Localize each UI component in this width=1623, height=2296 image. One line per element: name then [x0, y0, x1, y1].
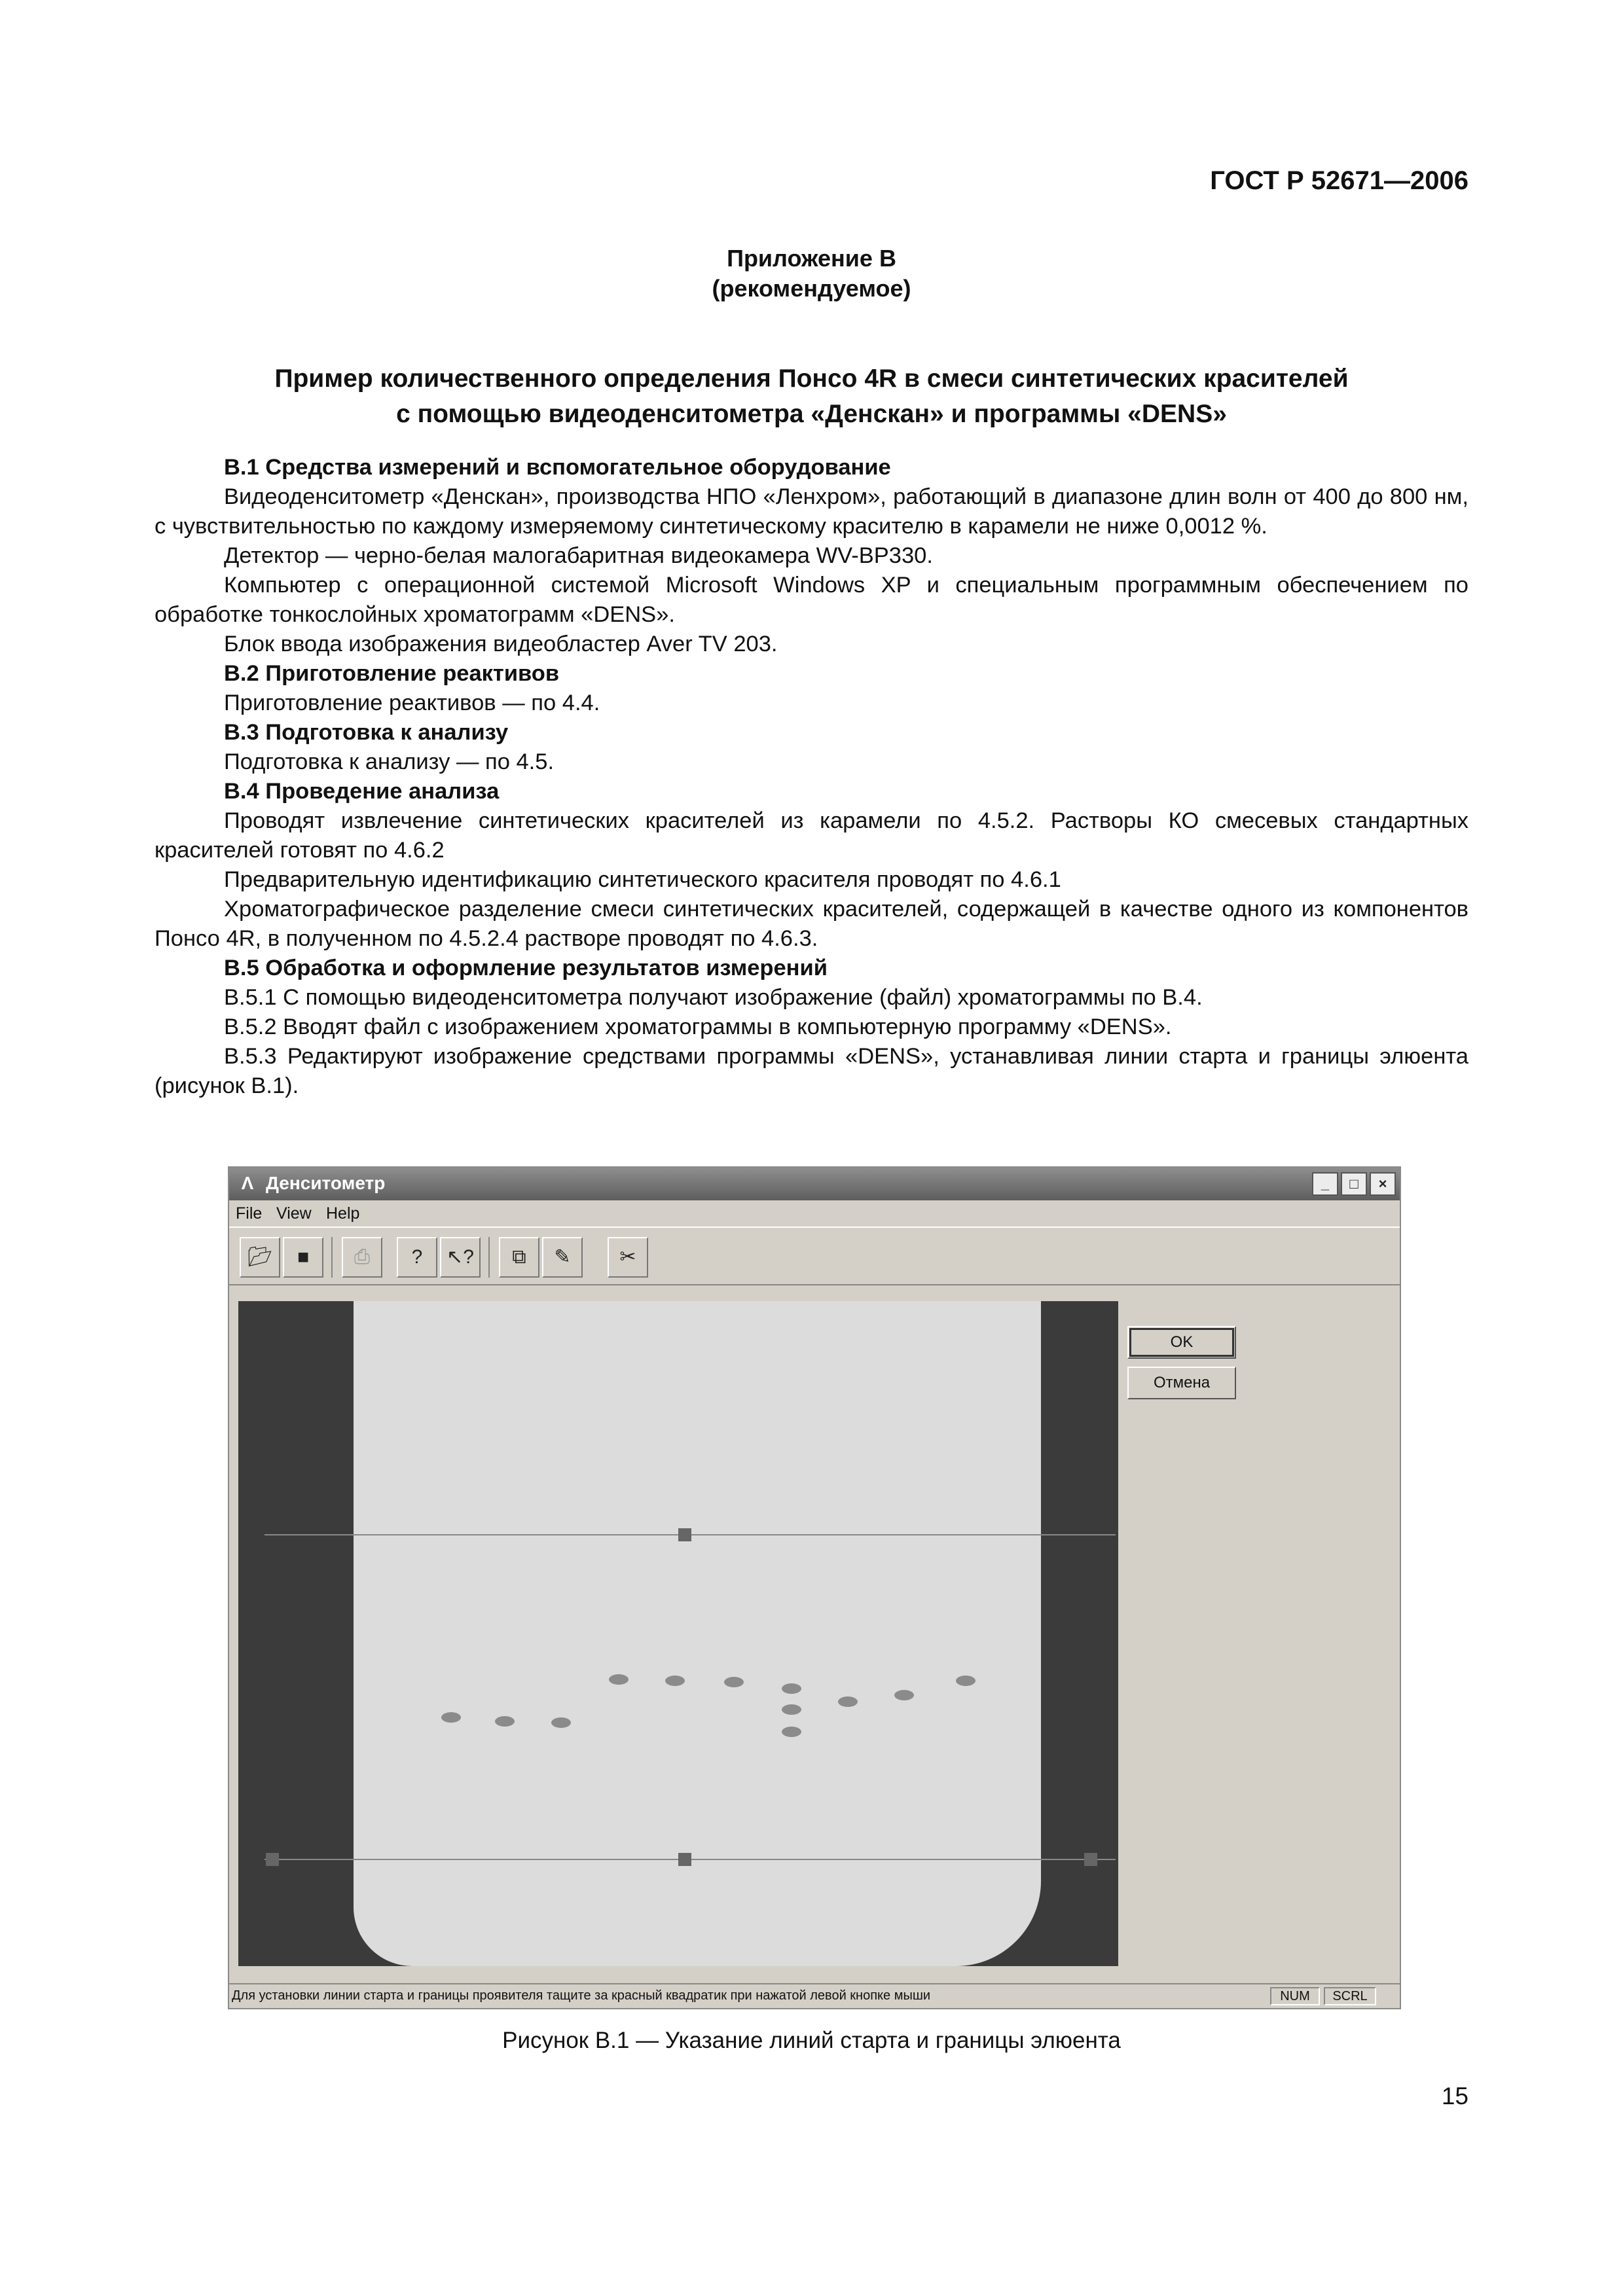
section-heading-b4: В.4 Проведение анализа [224, 779, 500, 804]
densitometer-window [228, 1166, 1401, 2009]
section-heading-b5: В.5 Обработка и оформление результатов измерений [224, 956, 828, 980]
standard-number: ГОСТ Р 52671—2006 [1210, 166, 1468, 195]
document-body [155, 453, 1468, 1101]
start-line-right-handle[interactable] [1084, 1853, 1097, 1866]
tlc-plate [354, 1301, 1041, 1966]
about-icon[interactable]: ? [397, 1237, 437, 1278]
close-button[interactable]: × [1370, 1172, 1396, 1196]
edit-image-icon[interactable]: ✎ [542, 1237, 583, 1278]
paragraph: Детектор — черно-белая малогабаритная видеокамера WV-BP330. [224, 543, 933, 568]
title-line-2: с помощью видеоденситометра «Денскан» и программы «DENS» [396, 400, 1227, 428]
context-help-icon[interactable]: ↖? [440, 1237, 481, 1278]
num-lock-indicator: NUM [1270, 1987, 1320, 2005]
paragraph: Предварительную идентификацию синтетического красителя проводят по 4.6.1 [224, 867, 1061, 892]
dye-spot [495, 1716, 515, 1727]
dye-spot [894, 1690, 914, 1700]
start-line-center-handle[interactable] [678, 1853, 691, 1866]
paragraph: Хроматографическое разделение смеси синтетических красителей, содержащей в качестве одного из компонентов Понсо 4R, в полученном по 4.5.2.4 растворе проводят по 4.6.3. [155, 897, 1468, 951]
copy-image-icon[interactable]: ⧉ [499, 1237, 539, 1278]
title-line-1: Пример количественного определения Понсо 4R в смеси синтетических красителей [274, 365, 1349, 393]
annex-heading [155, 243, 1468, 304]
dye-spot [956, 1676, 976, 1686]
window-titlebar[interactable] [229, 1168, 1400, 1200]
document-title [155, 361, 1468, 432]
cancel-button[interactable]: Отмена [1127, 1367, 1236, 1399]
paragraph: В.5.1 С помощью видеоденситометра получают изображение (файл) хроматограммы по В.4. [224, 985, 1203, 1010]
paragraph: Компьютер с операционной системой Microsoft Windows XP и специальным программным обеспечением по обработке тонкослойных хроматограмм «DENS». [155, 573, 1468, 627]
paragraph: В.5.3 Редактируют изображение средствами программы «DENS», устанавливая линии старта и границы элюента (рисунок В.1). [155, 1044, 1468, 1098]
toolbar-separator [331, 1237, 333, 1278]
dye-spot [782, 1704, 801, 1715]
start-line-left-handle[interactable] [266, 1853, 279, 1866]
dye-spot [665, 1676, 685, 1686]
section-heading-b3: В.3 Подготовка к анализу [224, 720, 509, 745]
save-icon[interactable]: ■ [283, 1237, 323, 1278]
section-heading-b1: В.1 Средства измерений и вспомогательное оборудование [224, 455, 891, 480]
page-number: 15 [1441, 2083, 1468, 2109]
window-title: Денситометр [266, 1173, 386, 1193]
dye-spot [838, 1696, 858, 1707]
status-text: Для установки линии старта и границы проявителя тащите за красный квадратик при нажатой левой кнопке мыши [232, 1988, 931, 2003]
exit-icon[interactable]: ✂ [608, 1237, 648, 1278]
paragraph: Блок ввода изображения видеобластер Aver TV 203. [224, 632, 778, 656]
section-heading-b2: В.2 Приготовление реактивов [224, 661, 560, 686]
ok-button[interactable]: OK [1127, 1326, 1236, 1359]
app-icon: Λ [241, 1173, 254, 1193]
paragraph: Проводят извлечение синтетических красителей из карамели по 4.5.2. Растворы КО смесевых стандартных красителей готовят по 4.6.2 [155, 808, 1468, 863]
maximize-button[interactable]: □ [1341, 1172, 1367, 1196]
annex-label: Приложение В [727, 245, 896, 272]
menu-file[interactable]: File [236, 1204, 263, 1223]
dye-spot [609, 1674, 629, 1685]
chromatogram-image[interactable] [238, 1301, 1118, 1966]
open-file-icon[interactable]: 📂︎ [240, 1237, 280, 1278]
dye-spot [441, 1712, 461, 1723]
dye-spot [724, 1677, 744, 1687]
dye-spot [551, 1717, 571, 1728]
dye-spot [782, 1727, 801, 1737]
paragraph: Подготовка к анализу — по 4.5. [224, 749, 555, 774]
menu-view[interactable]: View [276, 1204, 312, 1223]
eluent-line-handle[interactable] [678, 1528, 691, 1541]
print-icon[interactable]: ⎙ [342, 1237, 382, 1278]
annex-status: (рекомендуемое) [712, 275, 911, 302]
toolbar [229, 1227, 1400, 1285]
menu-bar [229, 1200, 1400, 1227]
figure-caption: Рисунок В.1 — Указание линий старта и границы элюента [502, 2028, 1121, 2053]
status-bar [229, 1983, 1400, 2008]
menu-help[interactable]: Help [326, 1204, 360, 1223]
paragraph: Приготовление реактивов — по 4.4. [224, 691, 600, 715]
minimize-button[interactable]: _ [1312, 1172, 1338, 1196]
scroll-lock-indicator: SCRL [1324, 1987, 1376, 2005]
paragraph: В.5.2 Вводят файл с изображением хроматограммы в компьютерную программу «DENS». [224, 1014, 1172, 1039]
toolbar-separator [488, 1237, 490, 1278]
dye-spot [782, 1683, 801, 1694]
paragraph: Видеоденситометр «Денскан», производства НПО «Ленхром», работающий в диапазоне длин волн от 400 до 800 нм, с чувствительностью по каждому измеряемому синтетическому красителю в карамели не ниже 0,0012 %. [155, 484, 1468, 539]
